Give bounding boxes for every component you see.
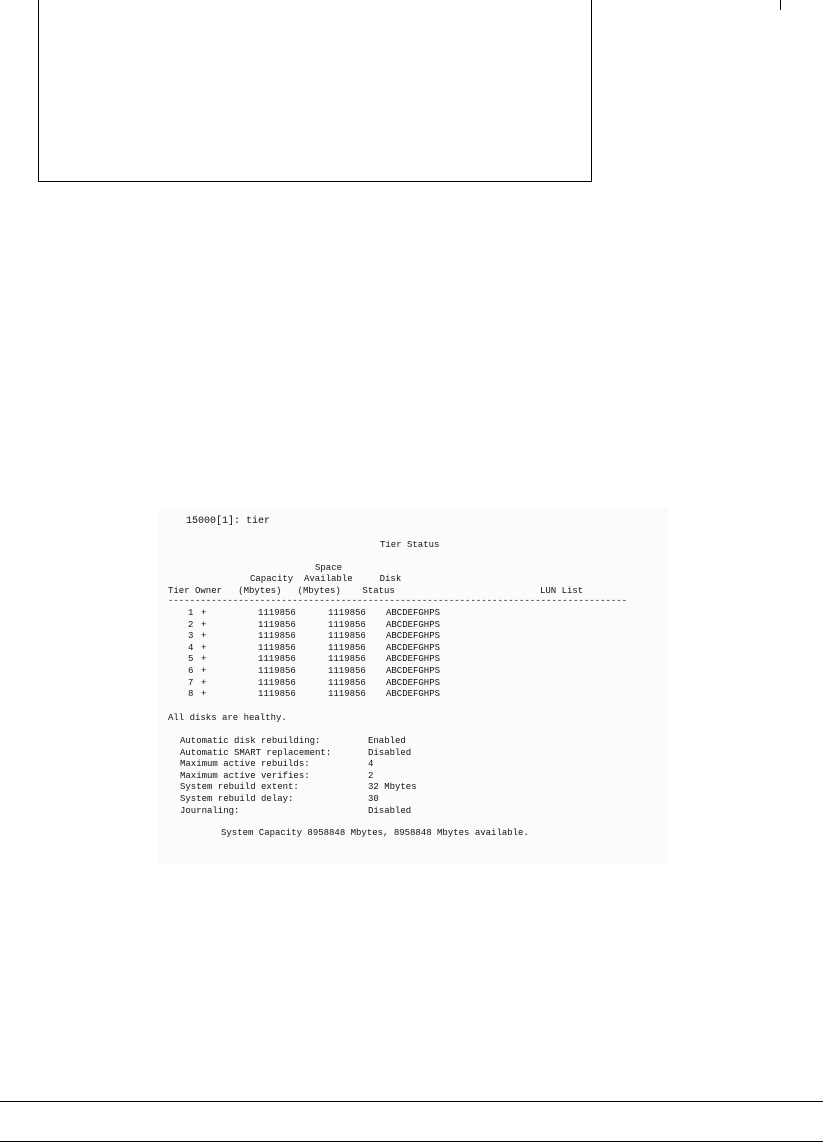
- header-line-2: Capacity Available Disk: [250, 574, 402, 584]
- tier-row-status: ABCDEFGHPS: [386, 654, 441, 665]
- tier-row-available: 1119856: [328, 677, 366, 688]
- tier-row-capacity: 1119856: [258, 608, 296, 618]
- setting-value: 30: [368, 794, 379, 804]
- header-lun-list: LUN List: [540, 586, 584, 596]
- tier-row-tier: 8: [188, 689, 194, 700]
- setting-label: Automatic SMART replacement:: [180, 747, 332, 758]
- tier-row-capacity: 1119856: [258, 654, 296, 665]
- tier-row-available: 1119856: [328, 619, 366, 630]
- tier-row-owner: +: [201, 608, 207, 618]
- tier-status-title: Tier Status: [380, 540, 440, 550]
- tier-row-owner: +: [201, 619, 207, 630]
- tier-row-available: 1119856: [328, 666, 366, 676]
- setting-value: 4: [368, 759, 374, 770]
- terminal-screenshot: [158, 508, 668, 864]
- tier-row-available: 1119856: [328, 631, 366, 642]
- capacity-summary: System Capacity 8958848 Mbytes, 8958848 Mbytes available.: [221, 828, 529, 838]
- header-line-3: Tier Owner (Mbytes) (Mbytes) Status: [168, 586, 395, 596]
- tier-row-owner: +: [201, 642, 207, 653]
- tier-row-capacity: 1119856: [258, 631, 296, 642]
- setting-label: Journaling:: [180, 805, 240, 816]
- setting-value: 2: [368, 770, 374, 781]
- tier-row-status: ABCDEFGHPS: [386, 631, 441, 642]
- tier-row-tier: 5: [188, 654, 194, 665]
- tier-row-tier: 7: [188, 677, 194, 688]
- tier-row-tier: 4: [188, 642, 194, 653]
- tier-row-capacity: 1119856: [258, 677, 296, 688]
- tier-row-available: 1119856: [328, 689, 366, 700]
- tier-row-capacity: 1119856: [258, 619, 296, 630]
- tier-row-owner: +: [201, 689, 207, 700]
- tier-row-status: ABCDEFGHPS: [386, 608, 441, 618]
- header-line-1: Space: [315, 563, 343, 573]
- tier-row-tier: 3: [188, 631, 194, 642]
- tier-row-owner: +: [201, 631, 207, 642]
- setting-label: System rebuild extent:: [180, 782, 299, 793]
- margin-rule: [780, 0, 781, 10]
- setting-value: Enabled: [368, 736, 406, 746]
- tier-row-status: ABCDEFGHPS: [386, 689, 441, 700]
- tier-row-tier: 1: [188, 608, 194, 618]
- tier-row-available: 1119856: [328, 608, 366, 618]
- footer-rule-top: [0, 1101, 823, 1102]
- command-prompt: 15000[1]: tier: [186, 516, 271, 527]
- setting-value: Disabled: [368, 805, 412, 816]
- tier-row-status: ABCDEFGHPS: [386, 642, 441, 653]
- figure-frame: [38, 0, 592, 182]
- tier-row-owner: +: [201, 666, 207, 676]
- health-status: All disks are healthy.: [168, 713, 287, 723]
- setting-value: Disabled: [368, 747, 412, 758]
- setting-label: System rebuild delay:: [180, 794, 294, 804]
- tier-row-available: 1119856: [328, 642, 366, 653]
- tier-row-tier: 2: [188, 619, 194, 630]
- tier-row-capacity: 1119856: [258, 666, 296, 676]
- header-separator: -------------------------------------------------------------------------------------: [168, 596, 628, 606]
- tier-row-capacity: 1119856: [258, 642, 296, 653]
- tier-row-capacity: 1119856: [258, 689, 296, 700]
- setting-label: Automatic disk rebuilding:: [180, 736, 321, 746]
- tier-row-status: ABCDEFGHPS: [386, 677, 441, 688]
- tier-row-available: 1119856: [328, 654, 366, 665]
- setting-label: Maximum active rebuilds:: [180, 759, 310, 770]
- tier-row-owner: +: [201, 677, 207, 688]
- setting-label: Maximum active verifies:: [180, 770, 310, 781]
- setting-value: 32 Mbytes: [368, 782, 417, 793]
- tier-row-status: ABCDEFGHPS: [386, 619, 441, 630]
- tier-row-tier: 6: [188, 666, 194, 676]
- footer-rule-bottom: [0, 1141, 823, 1142]
- tier-row-owner: +: [201, 654, 207, 665]
- tier-row-status: ABCDEFGHPS: [386, 666, 441, 676]
